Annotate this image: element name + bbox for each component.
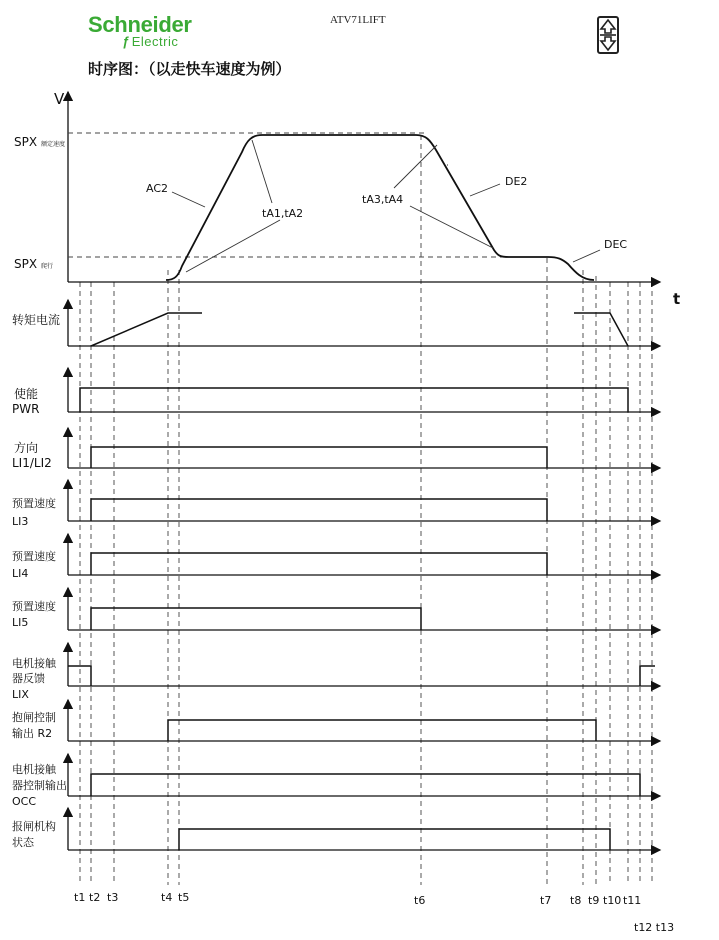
- label-li4-1: 预置速度: [12, 550, 56, 563]
- torque-panel: [12, 300, 660, 346]
- t-label: t: [673, 290, 681, 308]
- label-dir-2: LI1/LI2: [12, 456, 52, 470]
- spx-rated-label: SPX: [14, 135, 38, 149]
- label-de2: DE2: [505, 175, 528, 188]
- label-r2-1: 抱闸控制: [12, 711, 56, 724]
- label-dir-1: 方向: [14, 441, 39, 455]
- spx-creep-sub: 爬行: [41, 263, 54, 270]
- time-t4: t4: [161, 891, 173, 904]
- label-li5-1: 预置速度: [12, 600, 56, 613]
- occ-waveform: [91, 774, 640, 796]
- spx-rated-sub: 额定速度: [41, 141, 66, 148]
- signal-lix: [12, 643, 660, 701]
- lix-waveform: [68, 666, 655, 686]
- signal-li3: [12, 480, 660, 528]
- label-li3-1: 预置速度: [12, 497, 56, 510]
- time-t12t13: t12 t13: [634, 921, 675, 934]
- label-li4-2: LI4: [12, 567, 29, 580]
- direction-waveform: [91, 447, 547, 468]
- label-r2-2: 输出 R2: [12, 727, 53, 740]
- label-ac2: AC2: [146, 182, 169, 195]
- brand-name: Schneider: [88, 12, 192, 37]
- label-ta34: tA3,tA4: [362, 193, 404, 206]
- time-t2: t2: [89, 891, 101, 904]
- time-t11: t11: [623, 894, 642, 907]
- label-occ-2: 器控制输出: [12, 779, 67, 792]
- li3-waveform: [91, 499, 547, 521]
- label-lix-2: 器反馈: [12, 672, 45, 685]
- speed-panel: [14, 90, 680, 308]
- label-occ-1: 电机接触: [12, 763, 56, 776]
- label-li5-2: LI5: [12, 616, 29, 629]
- label-lix-3: LIX: [12, 688, 29, 701]
- label-pwr-1: 使能: [14, 387, 39, 401]
- signal-li5: [12, 588, 660, 630]
- label-ta12: tA1,tA2: [262, 207, 304, 220]
- signal-li4: [12, 534, 660, 580]
- li5-waveform: [91, 608, 421, 630]
- signal-brake: [12, 808, 660, 850]
- brand-sub: Electric: [131, 34, 179, 49]
- signal-r2: [12, 700, 660, 741]
- page-title: 时序图：（以走快车速度为例）: [88, 60, 291, 78]
- pwr-waveform: [80, 388, 628, 412]
- r2-waveform: [168, 720, 596, 741]
- time-t5: t5: [178, 891, 190, 904]
- time-t8: t8: [570, 894, 582, 907]
- time-t1: t1: [74, 891, 86, 904]
- time-t6: t6: [414, 894, 426, 907]
- label-brk-1: 报闸机构: [12, 820, 56, 833]
- label-brk-2: 状态: [12, 836, 34, 849]
- label-dec: DEC: [604, 238, 628, 251]
- label-pwr-2: PWR: [12, 402, 40, 416]
- label-occ-3: OCC: [12, 795, 37, 808]
- label-lix-1: 电机接触: [12, 657, 56, 670]
- brand-mark-icon: ƒ: [122, 34, 130, 49]
- signal-direction: [12, 428, 660, 470]
- time-labels: [74, 891, 674, 934]
- signal-occ: [12, 754, 660, 808]
- time-t10: t10: [603, 894, 622, 907]
- v-label: V: [54, 90, 65, 108]
- spx-creep-label: SPX: [14, 257, 38, 271]
- label-torque: 转矩电流: [12, 313, 61, 327]
- brake-waveform: [179, 829, 610, 850]
- time-marker-lines: [80, 135, 652, 885]
- time-t9: t9: [588, 894, 600, 907]
- speed-curve: [166, 135, 594, 280]
- time-t3: t3: [107, 891, 119, 904]
- callout-lines: [172, 140, 600, 272]
- signal-pwr: [12, 368, 660, 416]
- time-t7: t7: [540, 894, 552, 907]
- label-li3-2: LI3: [12, 515, 29, 528]
- li4-waveform: [91, 553, 547, 575]
- doc-code: ATV71LIFT: [330, 14, 386, 26]
